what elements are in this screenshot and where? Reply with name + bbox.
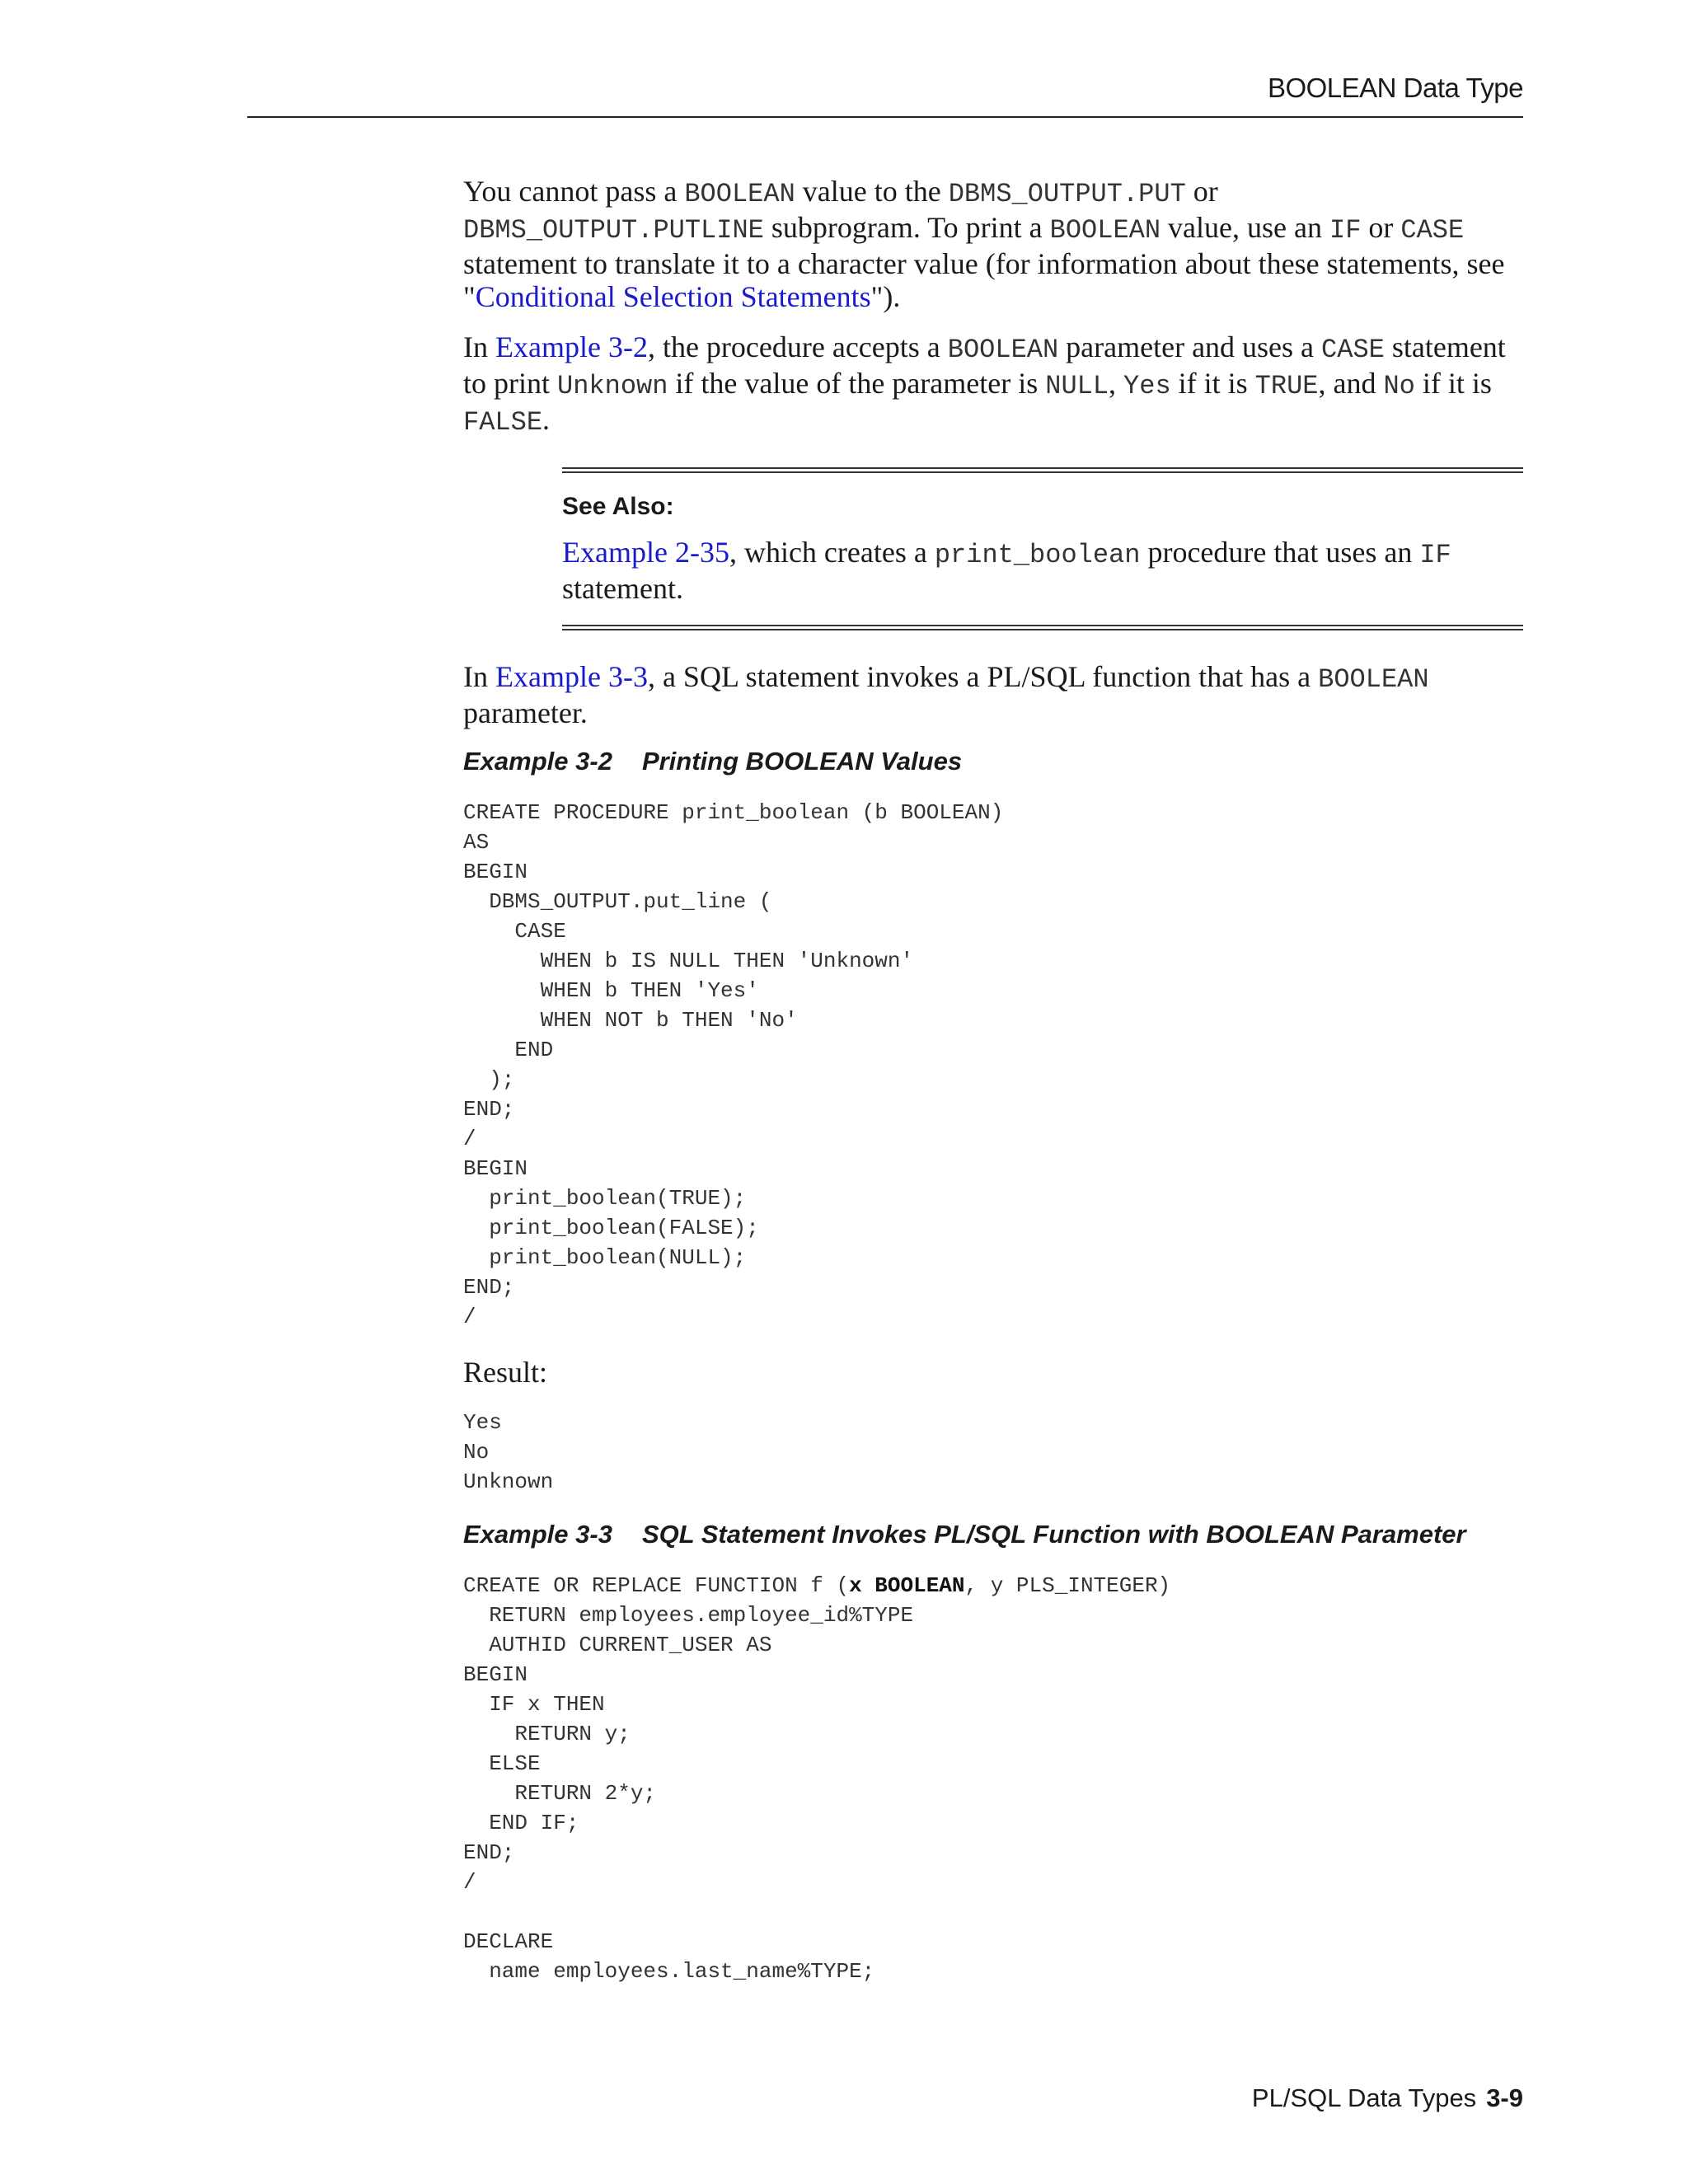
- example-3-2-title: [463, 747, 1523, 776]
- code-line: AUTHID CURRENT_USER AS: [463, 1633, 772, 1657]
- inline-code: BOOLEAN: [684, 179, 795, 209]
- inline-code: CASE: [1321, 335, 1385, 365]
- code-line: WHEN b THEN 'Yes': [463, 978, 759, 1003]
- code-text: , y PLS_INTEGER): [964, 1573, 1171, 1598]
- code-line: print_boolean(TRUE);: [463, 1186, 747, 1211]
- text: , the procedure accepts a: [647, 330, 948, 363]
- code-line: CASE: [463, 919, 566, 944]
- link-example-3-3[interactable]: Example 3-3: [495, 660, 648, 693]
- code-line: DECLARE: [463, 1929, 554, 1954]
- code-line: RETURN 2*y;: [463, 1781, 657, 1806]
- text: statement to translate it to a character value (for information about these statements, see ": [463, 247, 1505, 313]
- inline-code: Yes: [1123, 371, 1171, 401]
- code-line: print_boolean(NULL);: [463, 1245, 747, 1270]
- text: , a SQL statement invokes a PL/SQL function that has a: [647, 660, 1319, 693]
- footer-section-title: PL/SQL Data Types: [1251, 2083, 1477, 2112]
- link-conditional-selection-statements[interactable]: Conditional Selection Statements: [475, 280, 871, 313]
- text: parameter and uses a: [1058, 330, 1322, 363]
- code-block-example-3-3: [463, 1571, 1523, 1986]
- code-line: DBMS_OUTPUT.put_line (: [463, 889, 772, 914]
- see-also-text: [562, 536, 1523, 605]
- inline-code: No: [1383, 371, 1415, 401]
- text: .: [542, 403, 551, 436]
- code-block-example-3-2: [463, 798, 1523, 1332]
- inline-code: CASE: [1400, 215, 1465, 246]
- page-body: [463, 175, 1523, 2009]
- text: In: [463, 330, 495, 363]
- code-line: BEGIN: [463, 1156, 528, 1181]
- example-caption: SQL Statement Invokes PL/SQL Function with BOOLEAN Parameter: [641, 1520, 1466, 1549]
- text: subprogram. To print a: [763, 211, 1050, 244]
- code-line: print_boolean(FALSE);: [463, 1216, 759, 1240]
- inline-code: IF: [1419, 540, 1451, 570]
- paragraph-boolean-output: [463, 175, 1523, 313]
- text: , and: [1318, 367, 1384, 400]
- code-line: name employees.last_name%TYPE;: [463, 1959, 875, 1984]
- text: value to the: [795, 175, 949, 208]
- result-label: Result:: [463, 1356, 548, 1389]
- inline-code: DBMS_OUTPUT.PUTLINE: [463, 215, 764, 246]
- code-line: AS: [463, 830, 490, 855]
- text: ,: [1109, 367, 1124, 400]
- code-line: /: [463, 1305, 476, 1329]
- code-text: CREATE OR REPLACE FUNCTION f (: [463, 1573, 850, 1598]
- code-line: Unknown: [463, 1469, 554, 1494]
- code-line: END;: [463, 1275, 515, 1300]
- see-also-box: [562, 467, 1523, 630]
- code-line: Yes: [463, 1410, 502, 1435]
- text: procedure that uses an: [1140, 536, 1420, 569]
- code-line: [463, 1897, 1523, 1927]
- inline-code: FALSE: [463, 407, 543, 438]
- see-also-bottom-rule: [562, 625, 1523, 630]
- code-bold-text: x BOOLEAN: [849, 1573, 965, 1598]
- inline-code: IF: [1329, 215, 1362, 246]
- inline-code: DBMS_OUTPUT.PUT: [948, 179, 1186, 209]
- text: In: [463, 660, 495, 693]
- text: statement.: [562, 572, 683, 605]
- inline-code: NULL: [1045, 371, 1109, 401]
- inline-code: BOOLEAN: [1318, 664, 1429, 695]
- example-number: Example 3-3: [463, 1520, 612, 1549]
- example-3-3-title: [463, 1520, 1523, 1549]
- inline-code: BOOLEAN: [947, 335, 1059, 365]
- code-line: IF x THEN: [463, 1692, 605, 1717]
- text: if it is: [1414, 367, 1492, 400]
- inline-code: print_boolean: [934, 540, 1141, 570]
- text: if the value of the parameter is: [668, 367, 1046, 400]
- code-line: WHEN NOT b THEN 'No': [463, 1008, 798, 1033]
- code-line: RETURN employees.employee_id%TYPE: [463, 1603, 914, 1628]
- text: or: [1185, 175, 1218, 208]
- text: parameter.: [463, 696, 588, 729]
- text: , which creates a: [729, 536, 935, 569]
- code-line: WHEN b IS NULL THEN 'Unknown': [463, 949, 914, 973]
- code-line: RETURN y;: [463, 1722, 631, 1746]
- code-line: CREATE PROCEDURE print_boolean (b BOOLEAN): [463, 800, 1004, 825]
- code-line: END;: [463, 1097, 515, 1122]
- link-example-3-2[interactable]: Example 3-2: [495, 330, 648, 363]
- running-header-title: BOOLEAN Data Type: [1267, 73, 1523, 103]
- page-footer: [989, 2083, 1523, 2113]
- code-line: END IF;: [463, 1811, 579, 1835]
- inline-code: Unknown: [557, 371, 668, 401]
- code-line: /: [463, 1127, 476, 1151]
- text: ").: [870, 280, 901, 313]
- page-number: 3-9: [1486, 2083, 1523, 2112]
- text: You cannot pass a: [463, 175, 685, 208]
- text: if it is: [1170, 367, 1255, 400]
- text: value, use an: [1160, 211, 1329, 244]
- code-line: No: [463, 1440, 490, 1465]
- see-also-title: See Also:: [562, 493, 674, 520]
- example-number: Example 3-2: [463, 747, 612, 776]
- text: or: [1361, 211, 1401, 244]
- code-line: ELSE: [463, 1751, 541, 1776]
- link-example-2-35[interactable]: Example 2-35: [562, 536, 729, 569]
- text: statement to print: [463, 330, 1506, 400]
- code-line: [463, 1571, 1523, 1601]
- code-block-result: [463, 1408, 1523, 1497]
- paragraph-example-3-2-intro: [463, 330, 1523, 439]
- header-rule: [247, 116, 1523, 118]
- paragraph-example-3-3-intro: [463, 660, 1523, 729]
- inline-code: TRUE: [1254, 371, 1319, 401]
- code-line: );: [463, 1067, 515, 1092]
- example-caption: Printing BOOLEAN Values: [641, 747, 963, 776]
- code-line: BEGIN: [463, 860, 528, 884]
- code-line: END;: [463, 1840, 515, 1865]
- code-line: END: [463, 1038, 554, 1062]
- see-also-top-rule: [562, 467, 1523, 473]
- code-line: /: [463, 1870, 476, 1895]
- code-line: BEGIN: [463, 1662, 528, 1687]
- inline-code: BOOLEAN: [1049, 215, 1161, 246]
